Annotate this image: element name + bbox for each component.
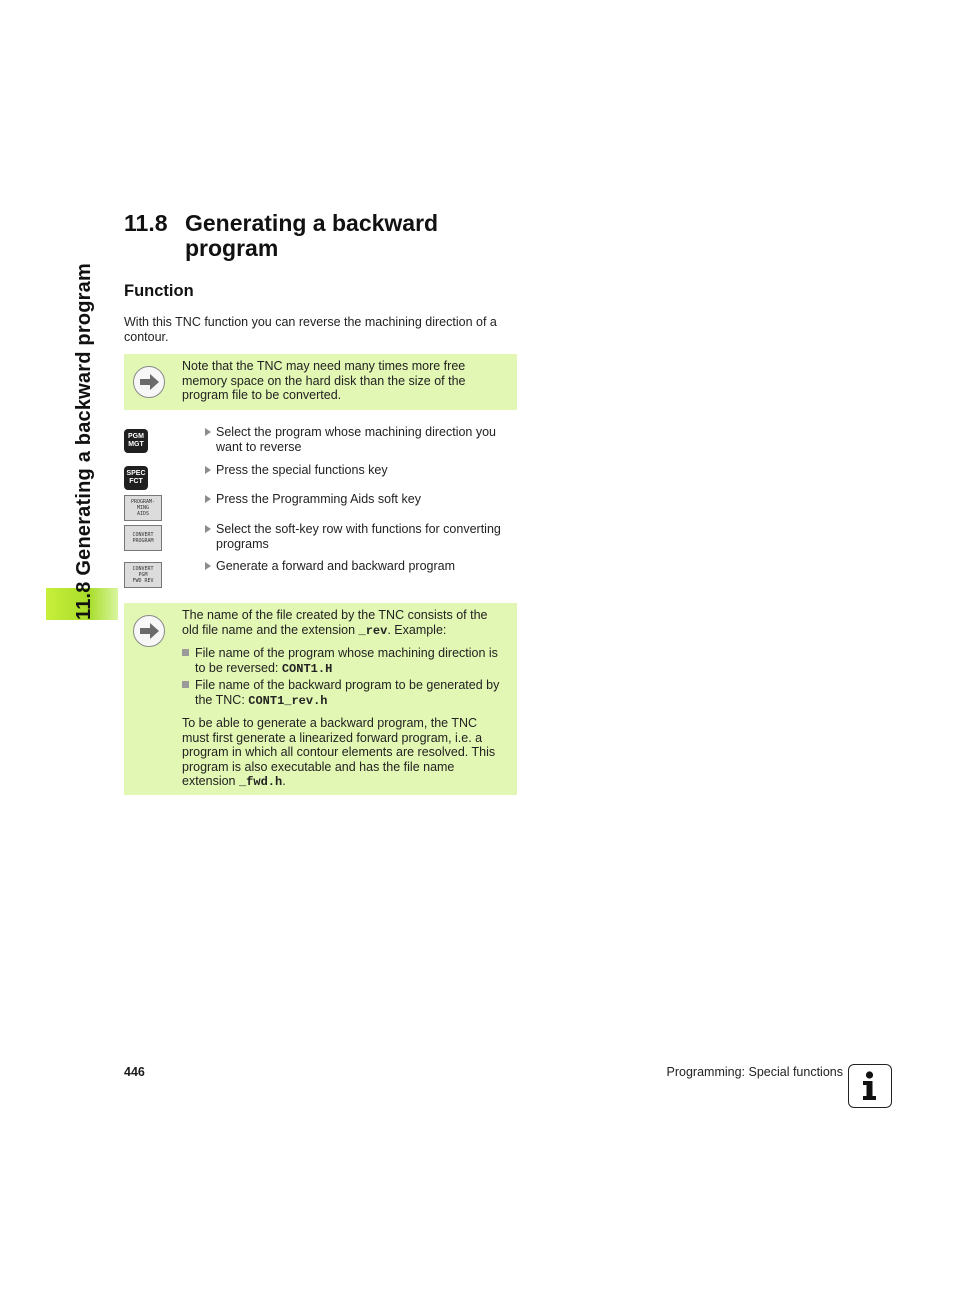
code-rev: _rev [358, 623, 388, 638]
code-fwd: _fwd.h [238, 775, 283, 789]
intro-line: contour. [124, 329, 169, 344]
para-line: must first generate a linearized forward program, i.e. a [182, 730, 483, 745]
arrow-right-icon [133, 615, 165, 647]
step-line: want to reverse [216, 439, 302, 454]
step-item [205, 463, 520, 478]
note-line: The name of the file created by the TNC consists of the [182, 608, 488, 622]
convert-program-softkey[interactable]: CONVERT PROGRAM [124, 525, 162, 551]
note-line: old file name and the extension _rev. Example: [182, 622, 447, 638]
code-filename: CONT1.H [281, 661, 333, 676]
note-line: program file to be converted. [182, 388, 342, 402]
page-number: 446 [124, 1065, 145, 1079]
para-line: program in which all contour elements are resolved. This [182, 745, 496, 759]
subheading: Function [124, 282, 194, 300]
section-number: 11.8 [124, 210, 168, 236]
bullet-square-icon [182, 681, 189, 688]
note-box [124, 603, 517, 795]
programming-aids-softkey[interactable]: PROGRAM- MING AIDS [124, 495, 162, 521]
step-item [205, 492, 520, 507]
bullet-item [182, 678, 512, 708]
section-title-line1: Generating a backward [185, 210, 439, 236]
bullet-line: the TNC: CONT1_rev.h [195, 692, 328, 708]
arrow-right-icon [133, 366, 165, 398]
step-line: Press the special functions key [216, 463, 388, 477]
bullet-line: File name of the program whose machining direction is [195, 646, 498, 660]
pgm-mgt-key[interactable]: PGM MGT [124, 429, 148, 453]
bullet-line: to be reversed: CONT1.H [195, 660, 333, 676]
step-item [205, 425, 520, 454]
step-line: Select the soft-key row with functions for converting [216, 522, 501, 536]
step-item [205, 522, 520, 551]
intro-paragraph [124, 315, 524, 344]
section-title-line2: program [185, 235, 279, 261]
info-icon [848, 1064, 892, 1108]
note-line: memory space on the hard disk than the size of the [182, 373, 466, 388]
note-box [124, 354, 517, 410]
para-line: program is also executable and has the file name [182, 759, 455, 774]
step-line: Select the program whose machining direction you [216, 425, 497, 439]
step-triangle-icon [205, 525, 211, 533]
footer-section: Programming: Special functions [666, 1065, 843, 1079]
bullet-line: File name of the backward program to be generated by [195, 678, 500, 692]
step-line: Press the Programming Aids soft key [216, 492, 421, 506]
note-line: Note that the TNC may need many times more free [182, 359, 466, 373]
step-triangle-icon [205, 495, 211, 503]
spec-fct-key[interactable]: SPEC FCT [124, 466, 148, 490]
step-line: programs [216, 536, 269, 551]
code-filename: CONT1_rev.h [248, 693, 328, 708]
bullet-square-icon [182, 649, 189, 656]
para-line: To be able to generate a backward program, the TNC [182, 716, 478, 730]
step-triangle-icon [205, 562, 211, 570]
side-tab [46, 210, 118, 620]
note-text [182, 359, 512, 403]
step-triangle-icon [205, 466, 211, 474]
para-line: extension _fwd.h. [182, 774, 286, 789]
note-paragraph [182, 716, 512, 790]
note-text [182, 608, 512, 638]
side-tab-label: 11.8 Generating a backward program [73, 263, 95, 620]
section-title [185, 211, 438, 261]
convert-fwd-rev-softkey[interactable]: CONVERT PGM FWD REV [124, 562, 162, 588]
step-item [205, 559, 520, 574]
step-line: Generate a forward and backward program [216, 559, 456, 573]
intro-line: With this TNC function you can reverse the machining direction of a [124, 315, 497, 329]
bullet-item [182, 646, 512, 676]
step-triangle-icon [205, 428, 211, 436]
